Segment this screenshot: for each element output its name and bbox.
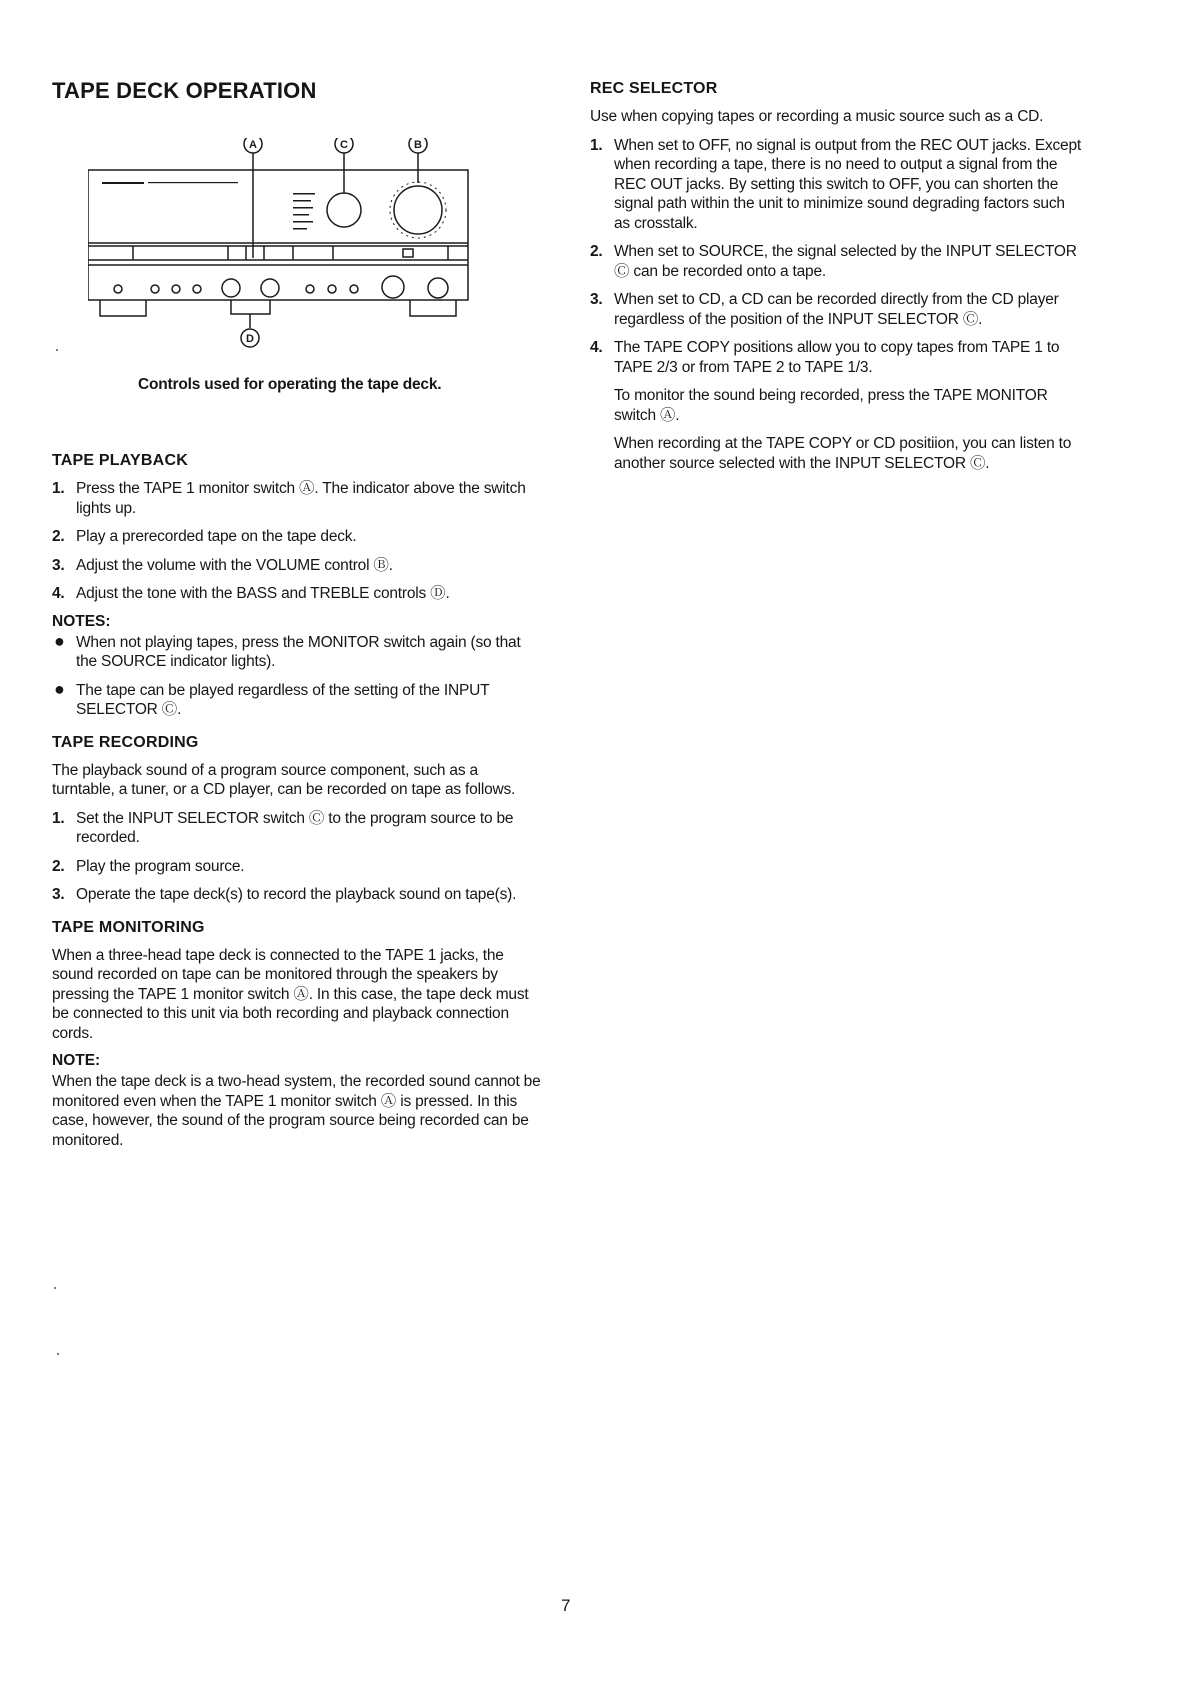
callout-a-label: A	[249, 139, 257, 151]
list-item: 2. Play a prerecorded tape on the tape deck.	[52, 528, 357, 545]
figure-caption: Controls used for operating the tape deck.	[138, 376, 442, 393]
rec-selector-section	[590, 80, 1082, 473]
left-column	[52, 452, 542, 1164]
rec-selector-listen-text: When recording at the TAPE COPY or CD positiion, you can listen to another source selected with the INPUT SELECTOR Ⓒ.	[614, 435, 1072, 472]
notes-heading: NOTES:	[52, 612, 111, 630]
left-foot	[100, 300, 146, 316]
rec-selector-heading: REC SELECTOR	[590, 80, 718, 97]
right-foot	[410, 300, 456, 316]
list-item: 4. The TAPE COPY positions allow you to copy tapes from TAPE 1 to TAPE 2/3 or from TAPE 2 to TAPE 1/3.	[590, 339, 1060, 376]
note-heading: NOTE:	[52, 1052, 101, 1069]
list-item: 2. Play the program source.	[52, 857, 245, 875]
tape-recording-heading: TAPE RECORDING	[52, 733, 199, 751]
treble-knob	[261, 279, 279, 297]
bass-knob	[222, 279, 240, 297]
tape-monitoring-section	[52, 919, 542, 1151]
tape-recording-section	[52, 734, 542, 905]
input-selector-knob	[327, 193, 361, 227]
scan-speck	[57, 1353, 59, 1355]
tape-playback-heading: TAPE PLAYBACK	[52, 452, 188, 469]
callout-c-label: C	[340, 139, 348, 151]
list-item: 3. When set to CD, a CD can be recorded directly from the CD player regardless of the position of the INPUT SELECTOR Ⓒ.	[590, 291, 1059, 328]
list-item: 2. When set to SOURCE, the signal selected by the INPUT SELECTOR Ⓒ can be recorded onto a tape.	[590, 243, 1077, 280]
tape-monitoring-body: When a three-head tape deck is connected to the TAPE 1 jacks, the sound recorded on tape can be monitored through the speakers by pressing the TAPE 1 monitor switch Ⓐ. In this case, the tape deck must be connected to this unit via both recording and playback connection cords.	[52, 946, 529, 1042]
list-item: 1. When set to OFF, no signal is output from the REC OUT jacks. Except when recording a tape, there is no need to output a signal from the REC OUT jacks. By setting this switch to OFF, you can shorten the signal path within the unit to minimize sound degrading factors such as crosstalk.	[590, 136, 1082, 232]
list-item: 3. Adjust the volume with the VOLUME control Ⓑ.	[52, 556, 393, 574]
scan-speck	[54, 1287, 56, 1289]
front-panel-diagram	[88, 138, 508, 374]
right-column	[590, 80, 1082, 487]
scan-speck	[56, 349, 58, 351]
callout-d-label: D	[246, 333, 254, 345]
list-item: ● When not playing tapes, press the MONITOR switch again (so that the SOURCE indicator lights).	[54, 630, 521, 670]
callout-b-label: B	[414, 139, 422, 151]
tape-playback-steps	[52, 479, 542, 604]
tape-recording-steps	[52, 809, 542, 905]
rec-selector-intro: Use when copying tapes or recording a music source such as a CD.	[590, 108, 1044, 125]
tape-monitoring-heading: TAPE MONITORING	[52, 918, 205, 936]
unit-body	[88, 170, 468, 300]
rec-selector-monitor-text: To monitor the sound being recorded, press the TAPE MONITOR switch Ⓐ.	[614, 387, 1048, 424]
notes-list	[52, 630, 542, 720]
rec-selector-steps	[590, 136, 1082, 378]
list-item: 1. Set the INPUT SELECTOR switch Ⓒ to the program source to be recorded.	[52, 809, 514, 846]
volume-knob	[394, 186, 442, 234]
tape-recording-intro: The playback sound of a program source component, such as a turntable, a tuner, or a CD player, can be recorded on tape as follows.	[52, 761, 516, 798]
list-item: 1. Press the TAPE 1 monitor switch Ⓐ. The indicator above the switch lights up.	[52, 480, 526, 517]
tape-playback-section	[52, 452, 542, 720]
list-item: 3. Operate the tape deck(s) to record the playback sound on tape(s).	[52, 886, 517, 903]
page-title: TAPE DECK OPERATION	[52, 78, 317, 103]
list-item: ● The tape can be played regardless of the setting of the INPUT SELECTOR Ⓒ.	[54, 678, 490, 718]
list-item: 4. Adjust the tone with the BASS and TREBLE controls Ⓓ.	[52, 585, 450, 602]
page-number: 7	[561, 1596, 571, 1615]
tape-monitoring-note: When the tape deck is a two-head system, the recorded sound cannot be monitored even when the TAPE 1 monitor switch Ⓐ is pressed. In this case, however, the sound of the program source being recorded can be monitored.	[52, 1073, 541, 1149]
